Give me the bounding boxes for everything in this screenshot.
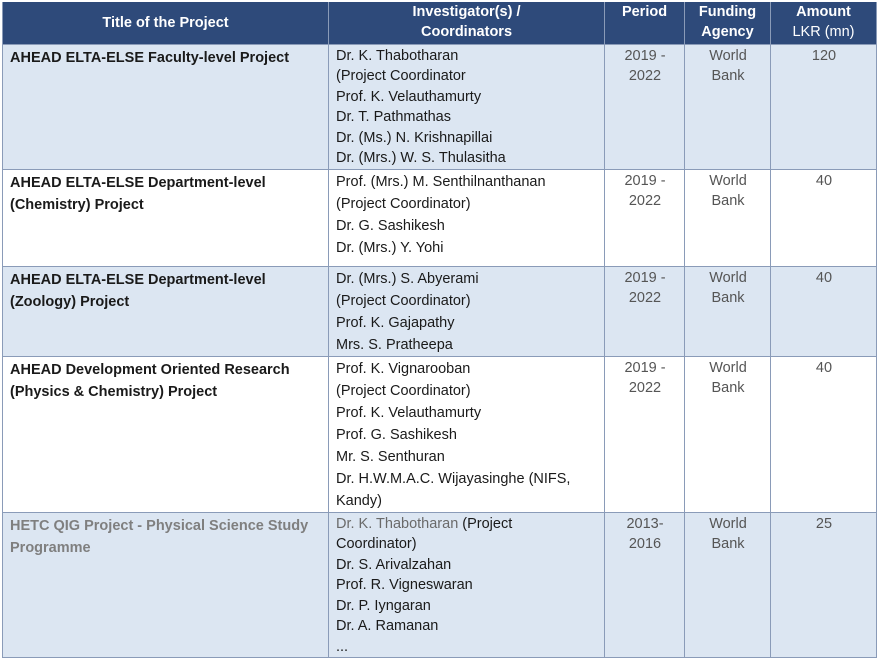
header-title-text: Title of the Project	[102, 14, 229, 31]
agency-line1: World	[709, 269, 747, 286]
investigator: Dr. T. Pathmathas	[336, 109, 451, 125]
table-row	[3, 512, 877, 658]
investigator: ...	[336, 638, 349, 655]
investigator: Mr. S. Senthuran	[336, 448, 445, 465]
agency-line1: World	[709, 515, 747, 532]
header-period	[605, 2, 685, 44]
header-funding-line2: Agency	[701, 24, 754, 40]
agency-cell	[685, 169, 771, 266]
project-title: AHEAD ELTA-ELSE Department-level (Zoology) Project	[3, 266, 329, 356]
investigators-cell	[329, 44, 605, 169]
agency-cell	[685, 356, 771, 512]
investigator: Dr. K. Thabotharan	[336, 47, 459, 64]
investigator: Prof. G. Sashikesh	[336, 426, 457, 443]
investigator: Dr. P. Iyngaran	[336, 597, 431, 614]
investigators-cell	[329, 512, 605, 658]
header-amount-line1: Amount	[796, 4, 851, 20]
header-investigators	[329, 2, 605, 44]
investigator: Dr. (Mrs.) Y. Yohi	[336, 239, 444, 256]
period-start: 2019 -	[624, 47, 666, 64]
investigator: Dr. G. Sashikesh	[336, 217, 445, 234]
project-title: AHEAD Development Oriented Research (Physics & Chemistry) Project	[3, 356, 329, 512]
investigator: Dr. A. Ramanan	[336, 618, 439, 634]
header-amount	[771, 2, 877, 44]
investigator: Prof. K. Velauthamurty	[336, 88, 482, 105]
investigator: Coordinator)	[336, 536, 417, 552]
investigator: Prof. K. Gajapathy	[336, 314, 455, 331]
investigator: Dr. (Mrs.) S. Abyerami	[336, 270, 479, 287]
period-cell	[605, 266, 685, 356]
period-end: 2022	[628, 68, 662, 84]
period-cell	[605, 512, 685, 658]
agency-line2: Bank	[711, 193, 745, 209]
project-title: AHEAD ELTA-ELSE Department-level (Chemistry) Project	[3, 169, 329, 266]
investigator: (Project Coordinator)	[336, 382, 471, 399]
agency-line2: Bank	[711, 536, 745, 552]
investigator: Prof. (Mrs.) M. Senthilnanthanan	[336, 173, 546, 190]
header-period-text: Period	[621, 4, 668, 20]
project-title: AHEAD ELTA-ELSE Faculty-level Project	[3, 44, 329, 169]
amount-cell: 40	[771, 169, 877, 266]
amount-cell: 120	[771, 44, 877, 169]
investigator-name: Dr. K. Thabotharan	[336, 515, 463, 532]
table-row	[3, 44, 877, 169]
header-investigators-line2: Coordinators	[420, 24, 513, 40]
amount-cell: 40	[771, 356, 877, 512]
investigator: (Project Coordinator)	[336, 292, 471, 309]
agency-line1: World	[709, 47, 747, 64]
period-cell	[605, 356, 685, 512]
header-investigators-line1: Investigator(s) /	[412, 4, 521, 20]
investigator: Prof. K. Vignarooban	[336, 360, 471, 377]
amount-cell: 25	[771, 512, 877, 658]
period-cell	[605, 44, 685, 169]
agency-line1: World	[709, 172, 747, 189]
investigator: Dr. (Ms.) N. Krishnapillai	[336, 129, 493, 146]
agency-line2: Bank	[711, 380, 745, 396]
investigator-role: (Project	[462, 515, 513, 532]
table-row	[3, 356, 877, 512]
investigator: Kandy)	[336, 492, 382, 509]
investigator: Prof. R. Vigneswaran	[336, 577, 473, 593]
period-end: 2022	[628, 193, 662, 209]
project-title: HETC QIG Project - Physical Science Study Programme	[3, 512, 329, 658]
agency-cell	[685, 512, 771, 658]
period-start: 2019 -	[624, 359, 666, 376]
table-header-row	[3, 2, 877, 44]
agency-cell	[685, 266, 771, 356]
period-end: 2022	[628, 380, 662, 396]
header-title	[3, 2, 329, 44]
investigator: Mrs. S. Pratheepa	[336, 336, 453, 353]
agency-line2: Bank	[711, 68, 745, 84]
amount-cell: 40	[771, 266, 877, 356]
period-end: 2022	[628, 290, 662, 306]
investigator: Dr. S. Arivalzahan	[336, 556, 452, 573]
period-start: 2019 -	[624, 269, 666, 286]
investigators-cell	[329, 266, 605, 356]
investigator: Dr. (Mrs.) W. S. Thulasitha	[336, 150, 506, 166]
investigator: (Project Coordinator	[336, 68, 466, 84]
agency-line1: World	[709, 359, 747, 376]
header-amount-line2: LKR (mn)	[792, 24, 855, 40]
table-row	[3, 266, 877, 356]
investigator: Dr. H.W.M.A.C. Wijayasinghe (NIFS,	[336, 470, 571, 487]
investigator: (Project Coordinator)	[336, 195, 471, 212]
agency-cell	[685, 44, 771, 169]
period-start: 2013-	[626, 515, 664, 532]
investigators-cell	[329, 356, 605, 512]
investigator	[336, 514, 598, 535]
period-start: 2019 -	[624, 172, 666, 189]
header-funding	[685, 2, 771, 44]
projects-table	[2, 2, 877, 658]
investigators-cell	[329, 169, 605, 266]
header-funding-line1: Funding	[698, 4, 757, 20]
table-row	[3, 169, 877, 266]
agency-line2: Bank	[711, 290, 745, 306]
period-end: 2016	[628, 536, 662, 552]
investigator: Prof. K. Velauthamurty	[336, 404, 482, 421]
period-cell	[605, 169, 685, 266]
